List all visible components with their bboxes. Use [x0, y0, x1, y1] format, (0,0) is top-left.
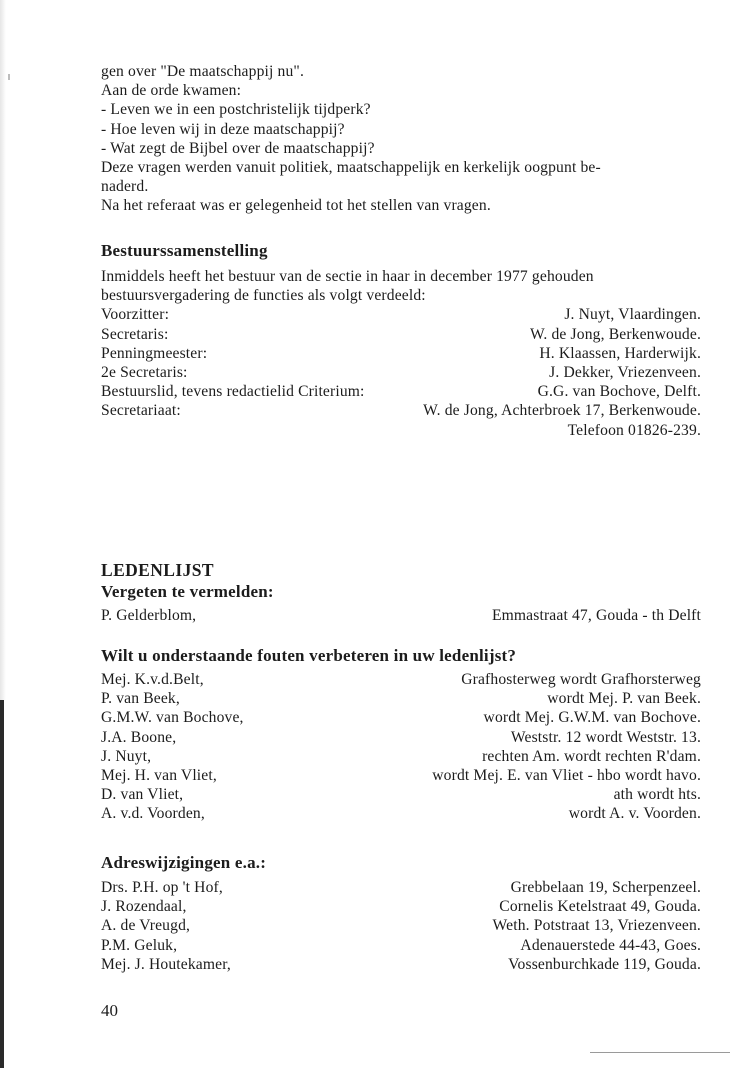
member-detail: Adenauerstede 44-43, Goes.	[520, 936, 701, 954]
list-item	[101, 689, 701, 708]
ledenlijst-title: LEDENLIJST	[101, 560, 214, 580]
list-item	[101, 747, 701, 766]
member-detail: Emmastraat 47, Gouda - th Delft	[491, 607, 701, 624]
member-detail: wordt Mej. E. van Vliet - hbo wordt havo.	[432, 767, 701, 785]
page-number: 40	[101, 1001, 118, 1020]
fouten-heading-wrap	[101, 645, 701, 666]
adres-heading-wrap	[101, 852, 701, 873]
member-detail: wordt Mej. P. van Beek.	[547, 690, 701, 708]
bestuur-role: Penningmeester:	[101, 344, 208, 362]
member-name: P.M. Geluk,	[101, 936, 178, 954]
bestuur-telefoon: Telefoon 01826-239.	[567, 421, 701, 439]
intro-line: - Wat zegt de Bijbel over de maatschappij?	[101, 139, 375, 157]
list-item	[101, 916, 701, 935]
bestuur-row	[101, 344, 701, 363]
vergeten-list	[101, 606, 701, 625]
page-edge-shadow	[0, 0, 6, 700]
member-name: J. Rozendaal,	[101, 898, 187, 916]
bestuur-role: Bestuurslid, tevens redactielid Criterium:	[101, 383, 365, 401]
fouten-list	[101, 670, 701, 824]
bestuur-row	[101, 382, 701, 401]
list-item	[101, 785, 701, 804]
bestuur-person: J. Dekker, Vriezenveen.	[549, 364, 701, 382]
scan-speck	[8, 74, 10, 80]
list-item	[101, 955, 701, 974]
list-item	[101, 878, 701, 897]
bestuur-person: J. Nuyt, Vlaardingen.	[564, 306, 701, 324]
member-detail: wordt Mej. G.W.M. van Bochove.	[483, 709, 701, 727]
bestuur-person: W. de Jong, Achterbroek 17, Berkenwoude.	[423, 402, 701, 420]
bestuur-heading: Bestuurssamenstelling	[101, 241, 268, 260]
bottom-rule	[590, 1052, 730, 1053]
bestuur-role: 2e Secretaris:	[101, 364, 188, 382]
list-item	[101, 670, 701, 689]
binding-edge	[0, 700, 4, 1068]
bestuur-role: Voorzitter:	[101, 306, 170, 324]
list-item	[101, 897, 701, 916]
list-item	[101, 936, 701, 955]
intro-line: Na het referaat was er gelegenheid tot het stellen van vragen.	[101, 197, 491, 215]
member-detail: Weth. Potstraat 13, Vriezenveen.	[492, 917, 701, 935]
intro-line: Deze vragen werden vanuit politiek, maatschappelijk en kerkelijk oogpunt be-	[101, 159, 601, 177]
ledenlijst-section	[101, 560, 701, 602]
bestuur-row	[101, 401, 701, 420]
member-detail: Weststr. 12 wordt Weststr. 13.	[510, 728, 701, 746]
adres-heading: Adreswijzigingen e.a.:	[101, 853, 267, 872]
intro-block	[101, 62, 701, 216]
bestuur-row	[101, 363, 701, 382]
intro-line: Aan de orde kwamen:	[101, 82, 242, 100]
member-detail: ath wordt hts.	[613, 786, 701, 804]
bestuur-role: Secretaris:	[101, 325, 169, 343]
list-item	[101, 728, 701, 747]
member-detail: wordt A. v. Voorden.	[568, 805, 701, 823]
bestuur-intro-line: Inmiddels heeft het bestuur van de sectie in haar in december 1977 gehouden	[101, 268, 594, 285]
member-name: Mej. K.v.d.Belt,	[101, 671, 204, 688]
fouten-heading: Wilt u onderstaande fouten verbeteren in uw ledenlijst?	[101, 646, 517, 665]
intro-line: - Leven we in een postchristelijk tijdperk?	[101, 101, 371, 119]
bestuur-person: H. Klaassen, Harderwijk.	[539, 344, 701, 362]
bestuur-person: W. de Jong, Berkenwoude.	[529, 325, 701, 343]
list-item	[101, 766, 701, 785]
list-item	[101, 606, 701, 625]
intro-line: naderd.	[101, 178, 149, 196]
member-name: Mej. H. van Vliet,	[101, 767, 217, 785]
member-detail: rechten Am. wordt rechten R'dam.	[482, 747, 701, 765]
intro-line: gen over "De maatschappij nu".	[101, 63, 304, 80]
bestuur-body	[101, 267, 701, 440]
member-detail: Grebbelaan 19, Scherpenzeel.	[510, 879, 701, 896]
bestuur-section	[101, 240, 701, 261]
member-name: J.A. Boone,	[101, 728, 177, 746]
member-name: J. Nuyt,	[101, 747, 152, 765]
member-name: P. van Beek,	[101, 690, 180, 708]
member-name: P. Gelderblom,	[101, 607, 197, 624]
member-name: Mej. J. Houtekamer,	[101, 955, 231, 973]
member-name: A. v.d. Voorden,	[101, 805, 205, 823]
member-detail: Grafhosterweg wordt Grafhorsterweg	[461, 671, 701, 688]
list-item	[101, 708, 701, 727]
member-detail: Vossenburchkade 119, Gouda.	[508, 955, 701, 973]
bestuur-person: G.G. van Bochove, Delft.	[537, 383, 701, 401]
bestuur-row	[101, 305, 701, 324]
member-detail: Cornelis Ketelstraat 49, Gouda.	[499, 898, 701, 916]
bestuur-role: Secretariaat:	[101, 402, 181, 420]
bestuur-row	[101, 325, 701, 344]
list-item	[101, 804, 701, 823]
bestuur-intro-line: bestuursvergadering de functies als volgt verdeeld:	[101, 287, 426, 305]
intro-line: - Hoe leven wij in deze maatschappij?	[101, 120, 345, 138]
vergeten-heading: Vergeten te vermelden:	[101, 582, 274, 601]
member-name: A. de Vreugd,	[101, 917, 191, 935]
member-name: Drs. P.H. op 't Hof,	[101, 879, 223, 896]
adres-list	[101, 878, 701, 974]
member-name: G.M.W. van Bochove,	[101, 709, 244, 727]
member-name: D. van Vliet,	[101, 786, 184, 804]
